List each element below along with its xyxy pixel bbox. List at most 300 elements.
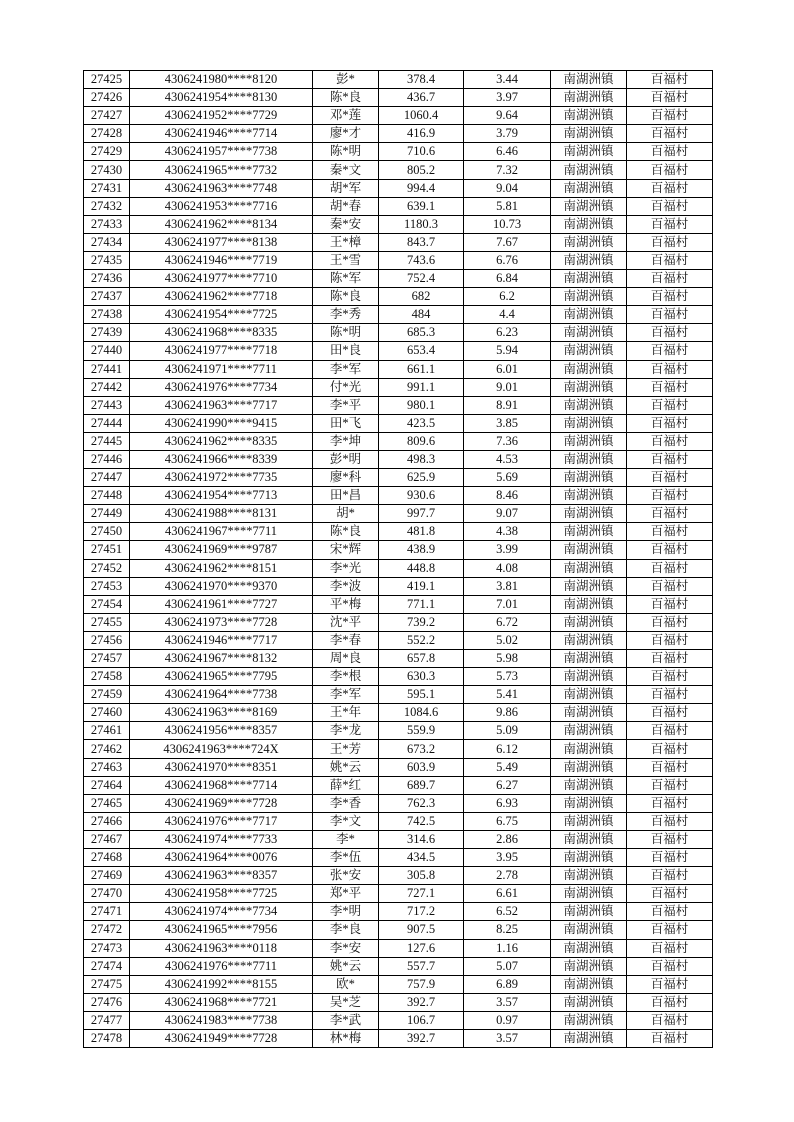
- village-cell: 百福村: [627, 577, 713, 595]
- village-cell: 百福村: [627, 523, 713, 541]
- town-cell: 南湖洲镇: [551, 957, 627, 975]
- town-cell: 南湖洲镇: [551, 704, 627, 722]
- row-number-cell: 27452: [84, 559, 130, 577]
- town-cell: 南湖洲镇: [551, 939, 627, 957]
- row-number-cell: 27477: [84, 1011, 130, 1029]
- person-name-cell: 陈*良: [313, 288, 379, 306]
- town-cell: 南湖洲镇: [551, 975, 627, 993]
- table-row: [84, 957, 713, 975]
- village-cell: 百福村: [627, 541, 713, 559]
- amount-cell: 434.5: [379, 849, 464, 867]
- village-cell: 百福村: [627, 324, 713, 342]
- person-name-cell: 彭*: [313, 71, 379, 89]
- table-row: [84, 776, 713, 794]
- value-cell: 6.84: [464, 270, 551, 288]
- row-number-cell: 27429: [84, 143, 130, 161]
- table-body: [84, 71, 713, 1048]
- village-cell: 百福村: [627, 487, 713, 505]
- village-cell: 百福村: [627, 469, 713, 487]
- table-row: [84, 849, 713, 867]
- person-name-cell: 沈*平: [313, 613, 379, 631]
- table-row: [84, 523, 713, 541]
- amount-cell: 557.7: [379, 957, 464, 975]
- value-cell: 7.32: [464, 161, 551, 179]
- id-number-cell: 4306241965****7732: [130, 161, 313, 179]
- id-number-cell: 4306241952****7729: [130, 107, 313, 125]
- table-row: [84, 722, 713, 740]
- person-name-cell: 李*龙: [313, 722, 379, 740]
- row-number-cell: 27432: [84, 197, 130, 215]
- table-row: [84, 469, 713, 487]
- value-cell: 9.01: [464, 378, 551, 396]
- row-number-cell: 27446: [84, 450, 130, 468]
- village-cell: 百福村: [627, 233, 713, 251]
- table-row: [84, 505, 713, 523]
- town-cell: 南湖洲镇: [551, 631, 627, 649]
- table-row: [84, 288, 713, 306]
- table-row: [84, 541, 713, 559]
- town-cell: 南湖洲镇: [551, 487, 627, 505]
- id-number-cell: 4306241973****7728: [130, 613, 313, 631]
- table-row: [84, 378, 713, 396]
- id-number-cell: 4306241966****8339: [130, 450, 313, 468]
- town-cell: 南湖洲镇: [551, 776, 627, 794]
- value-cell: 6.75: [464, 812, 551, 830]
- value-cell: 6.89: [464, 975, 551, 993]
- row-number-cell: 27431: [84, 179, 130, 197]
- village-cell: 百福村: [627, 885, 713, 903]
- value-cell: 9.07: [464, 505, 551, 523]
- amount-cell: 639.1: [379, 197, 464, 215]
- id-number-cell: 4306241977****7718: [130, 342, 313, 360]
- person-name-cell: 李*秀: [313, 306, 379, 324]
- amount-cell: 997.7: [379, 505, 464, 523]
- id-number-cell: 4306241963****724X: [130, 740, 313, 758]
- id-number-cell: 4306241980****8120: [130, 71, 313, 89]
- table-row: [84, 704, 713, 722]
- value-cell: 4.38: [464, 523, 551, 541]
- table-row: [84, 89, 713, 107]
- value-cell: 1.16: [464, 939, 551, 957]
- value-cell: 9.64: [464, 107, 551, 125]
- id-number-cell: 4306241974****7733: [130, 830, 313, 848]
- village-cell: 百福村: [627, 794, 713, 812]
- village-cell: 百福村: [627, 993, 713, 1011]
- person-name-cell: 李*军: [313, 686, 379, 704]
- village-cell: 百福村: [627, 758, 713, 776]
- value-cell: 5.69: [464, 469, 551, 487]
- town-cell: 南湖洲镇: [551, 830, 627, 848]
- id-number-cell: 4306241946****7719: [130, 251, 313, 269]
- person-name-cell: 李*春: [313, 631, 379, 649]
- row-number-cell: 27445: [84, 432, 130, 450]
- id-number-cell: 4306241977****8138: [130, 233, 313, 251]
- person-name-cell: 王*年: [313, 704, 379, 722]
- row-number-cell: 27427: [84, 107, 130, 125]
- village-cell: 百福村: [627, 161, 713, 179]
- village-cell: 百福村: [627, 849, 713, 867]
- town-cell: 南湖洲镇: [551, 360, 627, 378]
- village-cell: 百福村: [627, 650, 713, 668]
- value-cell: 3.57: [464, 1029, 551, 1047]
- value-cell: 5.02: [464, 631, 551, 649]
- row-number-cell: 27434: [84, 233, 130, 251]
- id-number-cell: 4306241954****7725: [130, 306, 313, 324]
- town-cell: 南湖洲镇: [551, 812, 627, 830]
- value-cell: 2.86: [464, 830, 551, 848]
- table-row: [84, 396, 713, 414]
- table-row: [84, 251, 713, 269]
- town-cell: 南湖洲镇: [551, 867, 627, 885]
- amount-cell: 689.7: [379, 776, 464, 794]
- amount-cell: 1060.4: [379, 107, 464, 125]
- person-name-cell: 姚*云: [313, 957, 379, 975]
- id-number-cell: 4306241976****7717: [130, 812, 313, 830]
- value-cell: 5.81: [464, 197, 551, 215]
- amount-cell: 127.6: [379, 939, 464, 957]
- value-cell: 9.86: [464, 704, 551, 722]
- row-number-cell: 27438: [84, 306, 130, 324]
- row-number-cell: 27459: [84, 686, 130, 704]
- person-name-cell: 李*军: [313, 360, 379, 378]
- id-number-cell: 4306241969****9787: [130, 541, 313, 559]
- amount-cell: 661.1: [379, 360, 464, 378]
- row-number-cell: 27468: [84, 849, 130, 867]
- town-cell: 南湖洲镇: [551, 1011, 627, 1029]
- amount-cell: 630.3: [379, 668, 464, 686]
- table-row: [84, 577, 713, 595]
- row-number-cell: 27449: [84, 505, 130, 523]
- table-row: [84, 1029, 713, 1047]
- amount-cell: 423.5: [379, 414, 464, 432]
- person-name-cell: 李*坤: [313, 432, 379, 450]
- value-cell: 3.85: [464, 414, 551, 432]
- row-number-cell: 27461: [84, 722, 130, 740]
- village-cell: 百福村: [627, 89, 713, 107]
- value-cell: 3.79: [464, 125, 551, 143]
- person-name-cell: 王*雪: [313, 251, 379, 269]
- table-row: [84, 758, 713, 776]
- table-row: [84, 342, 713, 360]
- id-number-cell: 4306241964****0076: [130, 849, 313, 867]
- amount-cell: 739.2: [379, 613, 464, 631]
- town-cell: 南湖洲镇: [551, 1029, 627, 1047]
- person-name-cell: 平*梅: [313, 595, 379, 613]
- village-cell: 百福村: [627, 125, 713, 143]
- town-cell: 南湖洲镇: [551, 794, 627, 812]
- town-cell: 南湖洲镇: [551, 849, 627, 867]
- row-number-cell: 27447: [84, 469, 130, 487]
- table-row: [84, 1011, 713, 1029]
- village-cell: 百福村: [627, 179, 713, 197]
- town-cell: 南湖洲镇: [551, 251, 627, 269]
- row-number-cell: 27474: [84, 957, 130, 975]
- row-number-cell: 27433: [84, 215, 130, 233]
- amount-cell: 436.7: [379, 89, 464, 107]
- town-cell: 南湖洲镇: [551, 71, 627, 89]
- row-number-cell: 27465: [84, 794, 130, 812]
- village-cell: 百福村: [627, 776, 713, 794]
- town-cell: 南湖洲镇: [551, 650, 627, 668]
- value-cell: 8.91: [464, 396, 551, 414]
- id-number-cell: 4306241946****7714: [130, 125, 313, 143]
- table-row: [84, 161, 713, 179]
- value-cell: 6.93: [464, 794, 551, 812]
- row-number-cell: 27456: [84, 631, 130, 649]
- amount-cell: 392.7: [379, 993, 464, 1011]
- village-cell: 百福村: [627, 342, 713, 360]
- amount-cell: 762.3: [379, 794, 464, 812]
- id-number-cell: 4306241976****7711: [130, 957, 313, 975]
- amount-cell: 991.1: [379, 378, 464, 396]
- id-number-cell: 4306241970****8351: [130, 758, 313, 776]
- person-name-cell: 郑*平: [313, 885, 379, 903]
- village-cell: 百福村: [627, 921, 713, 939]
- amount-cell: 305.8: [379, 867, 464, 885]
- row-number-cell: 27473: [84, 939, 130, 957]
- value-cell: 10.73: [464, 215, 551, 233]
- town-cell: 南湖洲镇: [551, 903, 627, 921]
- village-cell: 百福村: [627, 378, 713, 396]
- id-number-cell: 4306241976****7734: [130, 378, 313, 396]
- table-row: [84, 686, 713, 704]
- amount-cell: 595.1: [379, 686, 464, 704]
- town-cell: 南湖洲镇: [551, 541, 627, 559]
- row-number-cell: 27455: [84, 613, 130, 631]
- village-cell: 百福村: [627, 595, 713, 613]
- value-cell: 4.53: [464, 450, 551, 468]
- id-number-cell: 4306241963****0118: [130, 939, 313, 957]
- value-cell: 3.44: [464, 71, 551, 89]
- village-cell: 百福村: [627, 396, 713, 414]
- person-name-cell: 李*: [313, 830, 379, 848]
- town-cell: 南湖洲镇: [551, 396, 627, 414]
- value-cell: 6.27: [464, 776, 551, 794]
- village-cell: 百福村: [627, 975, 713, 993]
- amount-cell: 653.4: [379, 342, 464, 360]
- village-cell: 百福村: [627, 505, 713, 523]
- id-number-cell: 4306241968****7714: [130, 776, 313, 794]
- row-number-cell: 27462: [84, 740, 130, 758]
- town-cell: 南湖洲镇: [551, 161, 627, 179]
- town-cell: 南湖洲镇: [551, 233, 627, 251]
- person-name-cell: 李*香: [313, 794, 379, 812]
- person-name-cell: 李*安: [313, 939, 379, 957]
- village-cell: 百福村: [627, 704, 713, 722]
- person-name-cell: 李*波: [313, 577, 379, 595]
- person-name-cell: 廖*才: [313, 125, 379, 143]
- id-number-cell: 4306241983****7738: [130, 1011, 313, 1029]
- person-name-cell: 薛*红: [313, 776, 379, 794]
- village-cell: 百福村: [627, 867, 713, 885]
- row-number-cell: 27464: [84, 776, 130, 794]
- amount-cell: 752.4: [379, 270, 464, 288]
- amount-cell: 438.9: [379, 541, 464, 559]
- value-cell: 6.72: [464, 613, 551, 631]
- table-row: [84, 668, 713, 686]
- amount-cell: 625.9: [379, 469, 464, 487]
- row-number-cell: 27478: [84, 1029, 130, 1047]
- amount-cell: 682: [379, 288, 464, 306]
- row-number-cell: 27450: [84, 523, 130, 541]
- table-row: [84, 740, 713, 758]
- amount-cell: 843.7: [379, 233, 464, 251]
- id-number-cell: 4306241957****7738: [130, 143, 313, 161]
- village-cell: 百福村: [627, 197, 713, 215]
- table-row: [84, 975, 713, 993]
- village-cell: 百福村: [627, 1011, 713, 1029]
- person-name-cell: 王*樟: [313, 233, 379, 251]
- person-name-cell: 张*安: [313, 867, 379, 885]
- table-row: [84, 324, 713, 342]
- value-cell: 7.01: [464, 595, 551, 613]
- amount-cell: 673.2: [379, 740, 464, 758]
- table-row: [84, 233, 713, 251]
- amount-cell: 484: [379, 306, 464, 324]
- town-cell: 南湖洲镇: [551, 921, 627, 939]
- amount-cell: 657.8: [379, 650, 464, 668]
- table-row: [84, 559, 713, 577]
- amount-cell: 742.5: [379, 812, 464, 830]
- town-cell: 南湖洲镇: [551, 450, 627, 468]
- amount-cell: 771.1: [379, 595, 464, 613]
- table-row: [84, 830, 713, 848]
- id-number-cell: 4306241963****8169: [130, 704, 313, 722]
- id-number-cell: 4306241965****7795: [130, 668, 313, 686]
- id-number-cell: 4306241954****7713: [130, 487, 313, 505]
- amount-cell: 1180.3: [379, 215, 464, 233]
- village-cell: 百福村: [627, 686, 713, 704]
- person-name-cell: 田*良: [313, 342, 379, 360]
- person-name-cell: 彭*明: [313, 450, 379, 468]
- town-cell: 南湖洲镇: [551, 288, 627, 306]
- table-row: [84, 432, 713, 450]
- value-cell: 3.95: [464, 849, 551, 867]
- value-cell: 8.25: [464, 921, 551, 939]
- table-row: [84, 450, 713, 468]
- row-number-cell: 27443: [84, 396, 130, 414]
- town-cell: 南湖洲镇: [551, 885, 627, 903]
- table-row: [84, 71, 713, 89]
- amount-cell: 727.1: [379, 885, 464, 903]
- id-number-cell: 4306241956****8357: [130, 722, 313, 740]
- amount-cell: 757.9: [379, 975, 464, 993]
- town-cell: 南湖洲镇: [551, 686, 627, 704]
- amount-cell: 106.7: [379, 1011, 464, 1029]
- village-cell: 百福村: [627, 432, 713, 450]
- table-row: [84, 794, 713, 812]
- person-name-cell: 欧*: [313, 975, 379, 993]
- person-name-cell: 田*昌: [313, 487, 379, 505]
- row-number-cell: 27458: [84, 668, 130, 686]
- town-cell: 南湖洲镇: [551, 668, 627, 686]
- town-cell: 南湖洲镇: [551, 740, 627, 758]
- amount-cell: 907.5: [379, 921, 464, 939]
- amount-cell: 994.4: [379, 179, 464, 197]
- town-cell: 南湖洲镇: [551, 143, 627, 161]
- id-number-cell: 4306241949****7728: [130, 1029, 313, 1047]
- row-number-cell: 27425: [84, 71, 130, 89]
- village-cell: 百福村: [627, 251, 713, 269]
- value-cell: 5.07: [464, 957, 551, 975]
- value-cell: 6.23: [464, 324, 551, 342]
- value-cell: 3.81: [464, 577, 551, 595]
- value-cell: 3.57: [464, 993, 551, 1011]
- amount-cell: 448.8: [379, 559, 464, 577]
- person-name-cell: 李*伍: [313, 849, 379, 867]
- amount-cell: 809.6: [379, 432, 464, 450]
- value-cell: 6.76: [464, 251, 551, 269]
- person-name-cell: 陈*明: [313, 143, 379, 161]
- amount-cell: 710.6: [379, 143, 464, 161]
- amount-cell: 419.1: [379, 577, 464, 595]
- village-cell: 百福村: [627, 559, 713, 577]
- table-row: [84, 125, 713, 143]
- person-name-cell: 邓*莲: [313, 107, 379, 125]
- person-name-cell: 李*明: [313, 903, 379, 921]
- id-number-cell: 4306241988****8131: [130, 505, 313, 523]
- person-name-cell: 秦*文: [313, 161, 379, 179]
- town-cell: 南湖洲镇: [551, 469, 627, 487]
- id-number-cell: 4306241967****8132: [130, 650, 313, 668]
- table-row: [84, 487, 713, 505]
- value-cell: 8.46: [464, 487, 551, 505]
- row-number-cell: 27441: [84, 360, 130, 378]
- table-row: [84, 650, 713, 668]
- row-number-cell: 27439: [84, 324, 130, 342]
- person-name-cell: 吴*芝: [313, 993, 379, 1011]
- person-name-cell: 陈*军: [313, 270, 379, 288]
- row-number-cell: 27467: [84, 830, 130, 848]
- id-number-cell: 4306241974****7734: [130, 903, 313, 921]
- village-cell: 百福村: [627, 288, 713, 306]
- person-name-cell: 胡*军: [313, 179, 379, 197]
- id-number-cell: 4306241992****8155: [130, 975, 313, 993]
- town-cell: 南湖洲镇: [551, 414, 627, 432]
- table-row: [84, 595, 713, 613]
- table-row: [84, 885, 713, 903]
- value-cell: 2.78: [464, 867, 551, 885]
- village-cell: 百福村: [627, 668, 713, 686]
- town-cell: 南湖洲镇: [551, 125, 627, 143]
- value-cell: 4.4: [464, 306, 551, 324]
- table-row: [84, 939, 713, 957]
- table-row: [84, 143, 713, 161]
- id-number-cell: 4306241971****7711: [130, 360, 313, 378]
- value-cell: 3.99: [464, 541, 551, 559]
- row-number-cell: 27444: [84, 414, 130, 432]
- value-cell: 6.12: [464, 740, 551, 758]
- village-cell: 百福村: [627, 306, 713, 324]
- value-cell: 6.01: [464, 360, 551, 378]
- town-cell: 南湖洲镇: [551, 215, 627, 233]
- person-name-cell: 李*武: [313, 1011, 379, 1029]
- id-number-cell: 4306241946****7717: [130, 631, 313, 649]
- person-name-cell: 王*芳: [313, 740, 379, 758]
- amount-cell: 314.6: [379, 830, 464, 848]
- id-number-cell: 4306241968****7721: [130, 993, 313, 1011]
- town-cell: 南湖洲镇: [551, 758, 627, 776]
- table-row: [84, 107, 713, 125]
- amount-cell: 481.8: [379, 523, 464, 541]
- id-number-cell: 4306241967****7711: [130, 523, 313, 541]
- id-number-cell: 4306241963****8357: [130, 867, 313, 885]
- village-cell: 百福村: [627, 740, 713, 758]
- person-name-cell: 李*光: [313, 559, 379, 577]
- village-cell: 百福村: [627, 215, 713, 233]
- person-name-cell: 陈*良: [313, 523, 379, 541]
- table-row: [84, 215, 713, 233]
